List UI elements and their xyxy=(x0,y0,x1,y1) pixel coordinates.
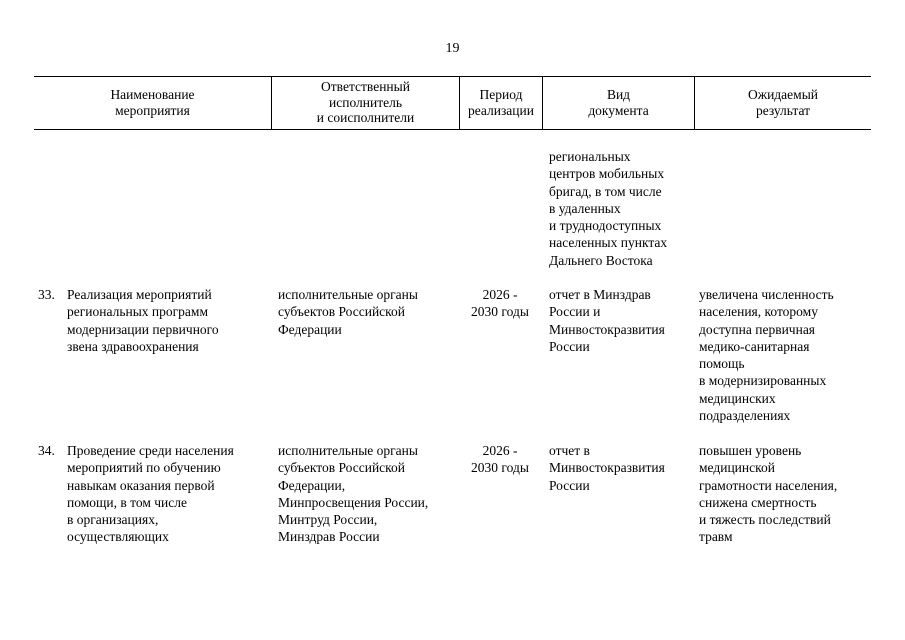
header-document: Вид документа xyxy=(588,87,649,118)
table-header-bottom-rule xyxy=(34,129,871,130)
row-number: 34. xyxy=(38,443,55,458)
continuation-document-cell: региональных центров мобильных бригад, в том числе в удаленных и труднодоступных населенных пунктах Дальнего Востока xyxy=(549,149,668,268)
header-name: Наименование мероприятия xyxy=(110,87,195,118)
row-name-cell: Проведение среди населения мероприятий по обучению навыкам оказания первой помощи, в том числе в организациях, осуществляющих xyxy=(67,443,234,545)
header-result: Ожидаемый результат xyxy=(748,87,818,118)
header-period: Период реализации xyxy=(468,87,534,118)
page-number: 19 xyxy=(445,41,460,56)
row-period-cell: 2026 - 2030 годы xyxy=(471,443,529,476)
header-executor: Ответственный исполнитель и соисполнители xyxy=(316,79,415,126)
row-name-cell: Реализация мероприятий региональных программ модернизации первичного звена здравоохранения xyxy=(67,287,219,354)
row-executor-cell: исполнительные органы субъектов Российской Федерации xyxy=(278,287,418,337)
row-document-cell: отчет в Минвостокразвития России xyxy=(549,443,665,493)
row-document-cell: отчет в Минздрав России и Минвостокразвития России xyxy=(549,287,665,354)
row-result-cell: повышен уровень медицинской грамотности населения, снижена смертность и тяжесть последствий травм xyxy=(699,443,838,545)
row-executor-cell: исполнительные органы субъектов Российской Федерации, Минпросвещения России, Минтруд России, Минздрав России xyxy=(278,443,429,545)
row-result-cell: увеличена численность населения, которому доступна первичная медико-санитарная помощь в модернизированных медицинских подразделениях xyxy=(699,287,834,424)
row-period-cell: 2026 - 2030 годы xyxy=(471,287,529,320)
row-number: 33. xyxy=(38,287,55,302)
